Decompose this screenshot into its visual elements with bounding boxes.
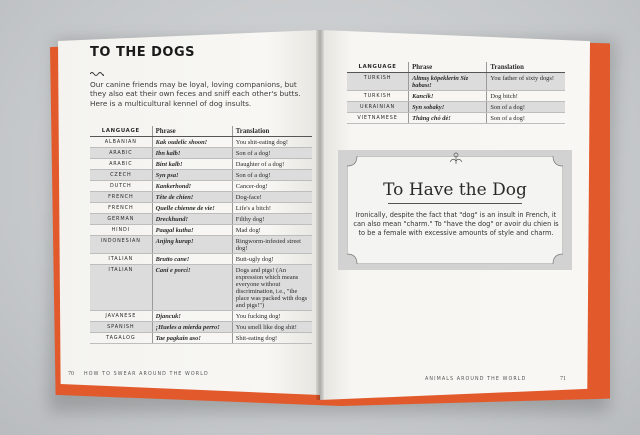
right-running-footer: ANIMALS AROUND THE WORLD [425,377,527,382]
sidebar-divider [388,203,522,204]
language-cell: ITALIAN [90,265,152,311]
phrase-cell: Tae pagkain aso! [152,333,232,344]
header-language: LANGUAGE [347,62,409,73]
table-header-row [90,126,312,137]
translation-cell: You father of sixty dogs! [487,73,565,91]
phrase-cell: Thằng chó đẻ! [409,113,487,124]
table-row [90,214,312,225]
table-row [90,254,312,265]
table-row [90,137,312,148]
language-cell: FRENCH [90,203,152,214]
translation-cell: Dog-face! [232,192,312,203]
phrase-cell: Cani e porci! [152,265,232,311]
language-cell: INDONESIAN [90,236,152,254]
language-cell: JAVANESE [90,311,152,322]
table-header-row [347,62,565,73]
phrase-cell: Paagal kutha! [152,225,232,236]
phrase-cell: Tête de chien! [152,192,232,203]
translation-cell: Dog bitch! [487,91,565,102]
phrase-cell: Syn sobaky! [409,102,487,113]
language-cell: ITALIAN [90,254,152,265]
fleur-ornament-icon [448,152,464,166]
header-translation: Translation [232,126,312,137]
table-row [90,311,312,322]
phrase-cell: Ibn kalb! [152,148,232,159]
translation-cell: You fucking dog! [232,311,312,322]
table-row [90,236,312,254]
phrase-cell: Kankerhond! [152,181,232,192]
intro-paragraph: Our canine friends may be loyal, loving companions, but they also eat their own feces and sniff each other's butts. Here is a multicultural kennel of dog insults. [90,80,301,108]
sidebar-frame [347,156,563,264]
translation-cell: Shit-eating dog! [232,333,312,344]
translation-cell: You smell like dog shit! [232,322,312,333]
sidebar-title: To Have the Dog [383,180,527,200]
phrase-cell: Brutto cane! [152,254,232,265]
language-cell: HINDI [90,225,152,236]
table-row [90,192,312,203]
translation-cell: Butt-ugly dog! [232,254,312,265]
translation-cell: Son of a dog! [232,148,312,159]
phrase-cell: Bint kalb! [152,159,232,170]
language-cell: TURKISH [347,73,409,91]
header-translation: Translation [487,62,565,73]
table-row [90,333,312,344]
sidebar-text: Ironically, despite the fact that "dog" is an insult in French, it can also mean "charm." To "have the dog" or avoir du chien is to be a female with excessive amounts of style and charm. [353,211,559,237]
language-cell: VIETNAMESE [347,113,409,124]
language-cell: ALBANIAN [90,137,152,148]
phrase-cell: Quelle chienne de vie! [152,203,232,214]
language-cell: CZECH [90,170,152,181]
language-cell: TAGALOG [90,333,152,344]
translation-cell: You shit-eating dog! [232,137,312,148]
translation-cell: Son of a dog! [487,113,565,124]
header-phrase: Phrase [152,126,232,137]
phrase-cell: Syn psa! [152,170,232,181]
table-row [90,148,312,159]
translation-cell: Cancer-dog! [232,181,312,192]
phrase-cell: Altmış köpeklerin Siz babası! [409,73,487,91]
phrase-cell: Djancuk! [152,311,232,322]
translation-cell: Ringworm-infested street dog! [232,236,312,254]
table-row [90,170,312,181]
left-running-footer: HOW TO SWEAR AROUND THE WORLD [84,372,209,377]
table-row [90,181,312,192]
table-row [347,113,565,124]
book-gutter [316,30,324,400]
translation-cell: Life's a bitch! [232,203,312,214]
translation-cell: Dogs and pigs! (An expression which means everyone without discrimination, i.e., "the place was packed with dogs and pigs!") [232,265,312,311]
phrase-cell: Kancik! [409,91,487,102]
language-cell: ARABIC [90,159,152,170]
left-insult-table [90,126,312,344]
language-cell: FRENCH [90,192,152,203]
table-row [90,322,312,333]
table-row [90,203,312,214]
language-cell: GERMAN [90,214,152,225]
table-row [347,91,565,102]
table-row [90,225,312,236]
phrase-cell: Dreckhund! [152,214,232,225]
translation-cell: Filthy dog! [232,214,312,225]
language-cell: SPANISH [90,322,152,333]
right-insult-table [347,62,565,124]
table-row [347,73,565,91]
wave-ornament-icon [90,71,104,76]
table-row [347,102,565,113]
page-title: TO THE DOGS [90,45,195,60]
right-page-number: 71 [560,376,566,382]
translation-cell: Son of a dog! [232,170,312,181]
table-row [90,159,312,170]
translation-cell: Mad dog! [232,225,312,236]
language-cell: TURKISH [347,91,409,102]
translation-cell: Son of a dog! [487,102,565,113]
language-cell: UKRAINIAN [347,102,409,113]
language-cell: DUTCH [90,181,152,192]
phrase-cell: ¡Hueles a mierda perro! [152,322,232,333]
header-phrase: Phrase [409,62,487,73]
left-page-number: 70 [68,371,74,377]
table-row [90,265,312,311]
translation-cell: Daughter of a dog! [232,159,312,170]
header-language: LANGUAGE [90,126,152,137]
language-cell: ARABIC [90,148,152,159]
phrase-cell: Kak oudelic shoon! [152,137,232,148]
phrase-cell: Anjing kurap! [152,236,232,254]
